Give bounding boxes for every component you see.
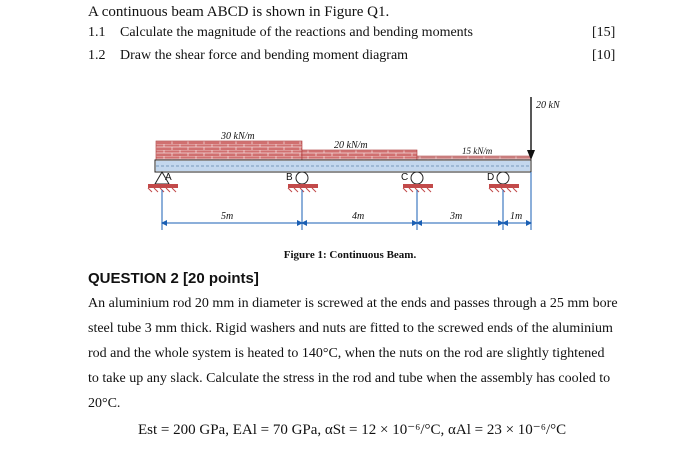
point-load-label: 20 kN xyxy=(536,100,560,111)
udl-block-bc xyxy=(302,150,417,160)
span-label-d-end: 1m xyxy=(510,211,523,222)
material-properties-formula: Est = 200 GPa, EAl = 70 GPa, αSt = 12 × 10⁻⁶/°C, αAl = 23 × 10⁻⁶/°C xyxy=(138,422,567,438)
support-label-a: A xyxy=(165,172,172,183)
question-1-1-marks: [15] xyxy=(592,25,616,40)
question-1-2-text: Draw the shear force and bending moment diagram xyxy=(120,48,409,63)
udl-label-ab: 30 kN/m xyxy=(221,131,255,142)
support-a-pin xyxy=(148,172,178,192)
support-label-b: B xyxy=(286,172,293,183)
question-1-1-text: Calculate the magnitude of the reactions and bending moments xyxy=(120,25,474,40)
figure-caption: Figure 1: Continuous Beam. xyxy=(283,249,417,261)
support-label-c: C xyxy=(401,172,409,183)
question-2-line-5: 20°C. xyxy=(88,396,121,411)
question-1-1-number: 1.1 xyxy=(88,25,106,40)
udl-label-cd: 15 kN/m xyxy=(462,146,493,156)
question-2-line-2: steel tube 3 mm thick. Rigid washers and nuts are fitted to the screwed ends of the aluminium xyxy=(88,321,613,336)
question-2-line-3: rod and the whole system is heated to 140°C, when the nuts on the rod are slightly tightened xyxy=(88,346,605,361)
span-label-bc: 4m xyxy=(352,211,365,222)
udl-block-ab xyxy=(156,141,302,160)
intro-text: A continuous beam ABCD is shown in Figure Q1. xyxy=(88,4,390,20)
span-label-cd: 3m xyxy=(450,211,463,222)
question-1-2-number: 1.2 xyxy=(88,48,106,63)
support-label-d: D xyxy=(487,172,495,183)
question-2-line-1: An aluminium rod 20 mm in diameter is screwed at the ends and passes through a 25 mm bore xyxy=(88,296,618,311)
udl-label-bc: 20 kN/m xyxy=(334,140,368,151)
question-2-heading: QUESTION 2 [20 points] xyxy=(88,270,259,287)
span-label-ab: 5m xyxy=(221,211,234,222)
question-1-2-marks: [10] xyxy=(592,48,616,63)
question-2-line-4: to take up any slack. Calculate the stress in the rod and tube when the assembly has cooled to xyxy=(88,371,611,386)
dimension-extension-lines xyxy=(162,172,531,230)
